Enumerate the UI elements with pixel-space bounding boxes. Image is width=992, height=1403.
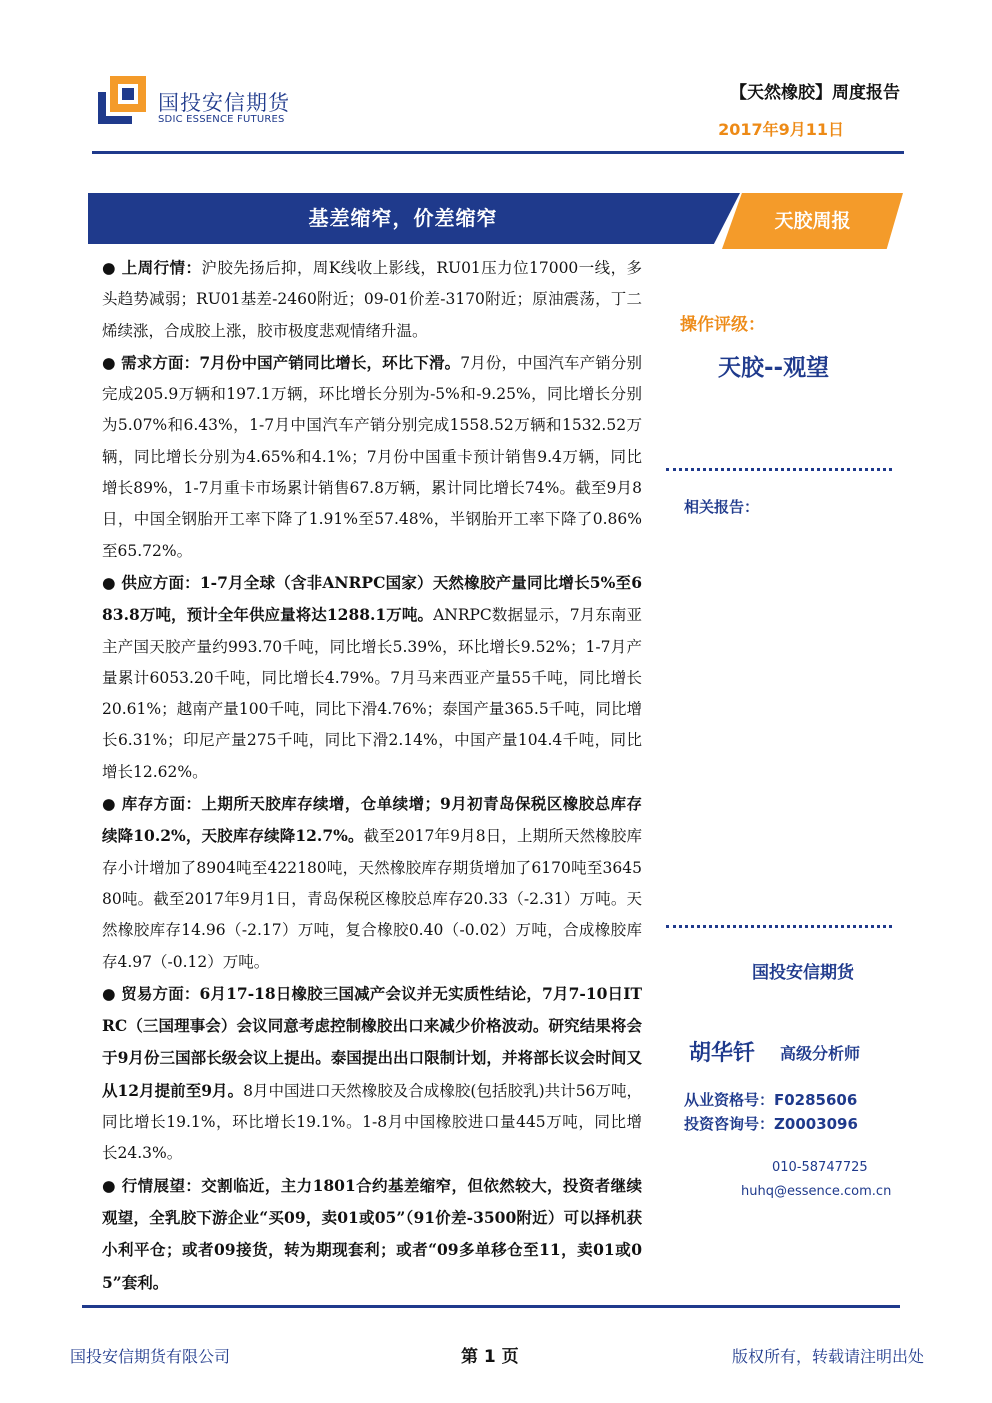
section-lead: 上周行情： <box>121 258 202 277</box>
section-supply: ● 供应方面：1-7月全球（含非ANRPC国家）天然橡胶产量同比增长5%至683.8万吨，预计全年供应量将达1288.1万吨。ANRPC数据显示，7月东南亚主产国天胶产量约993.70千吨，同比增长5.39%，环比增长9.52%；1-7月产量累计6053.20千吨，同比增长4.79%。7月马来西亚产量55千吨，同比增长20.61%；越南产量100千吨，同比下滑4.76%；泰国产量365.5千吨，同比增长6.31%；印尼产量275千吨，同比下滑2.14%，中国产量104.4千吨，同比增长12.62%。 <box>102 572 643 781</box>
related-reports-label: 相关报告： <box>684 498 760 516</box>
section-highlight: 1-7月全球（含非ANRPC国家）天然橡胶产量同比增长5%至683.8万吨，预计全年供应量将达1288.1万吨。 <box>102 572 643 625</box>
section-inventory: ● 库存方面：上期所天胶库存续增，仓单续增；9月初青岛保税区橡胶总库存续降10.2%，天胶库存续降12.7%。截至2017年9月8日，上期所天然橡胶库存小计增加了8904吨至422180吨，天然橡胶库存期货增加了6170吨至364580吨。截至2017年9月1日，青岛保税区橡胶总库存20.33（-2.31）万吨。天然橡胶库存14.96（-2.17）万吨，复合橡胶0.40（-0.02）万吨，合成橡胶库存4.97（-0.12）万吨。 <box>102 794 643 971</box>
main-content <box>102 252 642 1299</box>
section-highlight: 6月17-18日橡胶三国减产会议并无实质性结论，7月7-10日ITRC（三国理事会）会议同意考虑控制橡胶出口来减少价格波动。研究结果将会于9月份三国部长级会议上提出。泰国提出出口限制计划，并将部长议会时间又从12月提前至9月。 <box>102 983 642 1100</box>
phone-number: 010-58747725 <box>772 1160 868 1175</box>
section-lead: 库存方面： <box>121 794 202 814</box>
section-lead: 贸易方面： <box>121 983 200 1003</box>
section-trade: ● 贸易方面：6月17-18日橡胶三国减产会议并无实质性结论，7月7-10日ITRC（三国理事会）会议同意考虑控制橡胶出口来减少价格波动。研究结果将会于9月份三国部长级会议上提出。泰国提出出口限制计划，并将部长议会时间又从12月提前至9月。8月中国进口天然橡胶及合成橡胶(包括胶乳)共计56万吨，同比增长19.1%，环比增长19.1%。1-8月中国橡胶进口量445万吨，同比增长24.3%。 <box>102 983 642 1163</box>
page-number: 第 1 页 <box>461 1347 519 1367</box>
report-type: 【天然橡胶】周度报告 <box>730 83 900 103</box>
section-highlight: 7月份中国产销同比增长，环比下滑。 <box>199 352 461 372</box>
report-date: 2017年9月11日 <box>718 120 844 139</box>
logo-icon <box>98 76 146 124</box>
report-tag: 天胶周报 <box>774 210 851 232</box>
rating-label: 操作评级： <box>680 315 765 335</box>
section-body: 截至2017年9月8日，上期所天然橡胶库存小计增加了8904吨至422180吨，天然橡胶库存期货增加了6170吨至364580吨。截至2017年9月1日，青岛保税区橡胶总库存20.33（-2.31）万吨。天然橡胶库存14.96（-2.17）万吨，复合橡胶0.40（-0.02）万吨，合成橡胶库存4.97（-0.12）万吨。 <box>102 827 643 971</box>
email-link[interactable]: huhq@essence.com.cn <box>741 1184 892 1199</box>
section-lead: 需求方面： <box>121 352 200 372</box>
logo-text-en: SDIC ESSENCE FUTURES <box>158 114 285 125</box>
section-body: 7月份，中国汽车产销分别完成205.9万辆和197.1万辆，环比增长分别为-5%和-9.25%，同比增长分别为5.07%和6.43%，1-7月中国汽车产销分别完成1558.52万辆和1532.52万辆，同比增长分别为4.65%和4.1%；7月份中国重卡预计销售9.4万辆，同比增长89%，1-7月重卡市场累计销售67.8万辆，累计同比增长74%。截至9月8日，中国全钢胎开工率下降了1.91%至57.48%，半钢胎开工率下降了0.86%至65.72%。 <box>102 353 642 560</box>
rating-value: 天胶--观望 <box>718 355 830 381</box>
section-highlight: 交割临近，主力1801合约基差缩窄，但依然较大，投资者继续观望，全乳胶下游企业“买09，卖01或05”（91价差-3500附近）可以择机获小利平仓；或者09接货，转为期现套利；或者“09多单移仓至11，卖01或05”套利。 <box>102 1175 642 1292</box>
section-market-review: ● 上周行情：沪胶先扬后抑，周K线收上影线，RU01压力位17000一线，多头趋势减弱；RU01基差-2460附近；09-01价差-3170附近；原油震荡，丁二烯续涨，合成胶上涨，胶市极度悲观情绪升温。 <box>102 258 642 340</box>
qualification-number: 从业资格号：F0285606 <box>684 1091 858 1109</box>
section-outlook: ● 行情展望：交割临近，主力1801合约基差缩窄，但依然较大，投资者继续观望，全乳胶下游企业“买09，卖01或05”（91价差-3500附近）可以择机获小利平仓；或者09接货，转为期现套利；或者“09多单移仓至11，卖01或05”套利。 <box>102 1175 642 1292</box>
section-highlight: 上期所天胶库存续增，仓单续增；9月初青岛保税区橡胶总库存续降10.2%，天胶库存续降12.7%。 <box>102 794 642 846</box>
section-body: 8月中国进口天然橡胶及合成橡胶(包括胶乳)共计56万吨，同比增长19.1%，环比增长19.1%。1-8月中国橡胶进口量445万吨，同比增长24.3%。 <box>102 1081 642 1163</box>
logo-text-cn: 国投安信期货 <box>158 91 290 115</box>
section-body: 沪胶先扬后抑，周K线收上影线，RU01压力位17000一线，多头趋势减弱；RU01基差-2460附近；09-01价差-3170附近；原油震荡，丁二烯续涨，合成胶上涨，胶市极度悲观情绪升温。 <box>102 259 642 340</box>
section-body: ANRPC数据显示，7月东南亚主产国天胶产量约993.70千吨，同比增长5.39%，环比增长9.52%；1-7月产量累计6053.20千吨，同比增长4.79%。7月马来西亚产量55千吨，同比增长20.61%；越南产量100千吨，同比下滑4.76%；泰国产量365.5千吨，同比增长6.31%；印尼产量275千吨，同比下滑2.14%，中国产量104.4千吨，同比增长12.62%。 <box>102 606 643 781</box>
section-lead: 供应方面： <box>121 572 200 592</box>
analyst-title: 高级分析师 <box>780 1044 861 1063</box>
footer-copyright: 版权所有，转载请注明出处 <box>731 1347 924 1366</box>
sidebar-company: 国投安信期货 <box>752 963 854 983</box>
analyst-name: 胡华钎 <box>689 1041 756 1066</box>
header-divider <box>92 151 904 154</box>
footer-company: 国投安信期货有限公司 <box>70 1347 231 1366</box>
section-demand: ● 需求方面：7月份中国产销同比增长，环比下滑。7月份，中国汽车产销分别完成205.9万辆和197.1万辆，环比增长分别为-5%和-9.25%，同比增长分别为5.07%和6.43%，1-7月中国汽车产销分别完成1558.52万辆和1532.52万辆，同比增长分别为4.65%和4.1%；7月份中国重卡预计销售9.4万辆，同比增长89%，1-7月重卡市场累计销售67.8万辆，累计同比增长74%。截至9月8日，中国全钢胎开工率下降了1.91%至57.48%，半钢胎开工率下降了0.86%至65.72%。 <box>102 352 642 560</box>
advisory-number: 投资咨询号：Z0003096 <box>684 1115 858 1133</box>
section-lead: 行情展望： <box>121 1175 202 1195</box>
footer-divider <box>82 1305 900 1308</box>
dotted-divider <box>666 925 892 928</box>
report-title: 基差缩窄，价差缩窄 <box>308 206 498 230</box>
dotted-divider <box>666 468 892 471</box>
